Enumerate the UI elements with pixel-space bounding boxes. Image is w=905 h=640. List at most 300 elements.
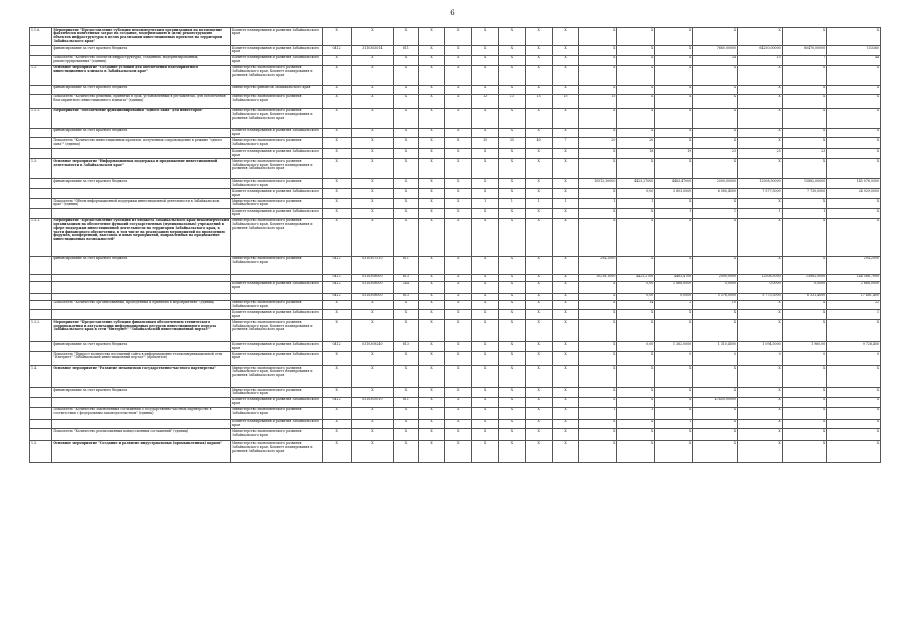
row-value-cell: X (472, 274, 499, 281)
row-value-cell: X (782, 397, 827, 407)
table-row (30, 108, 881, 128)
row-value-cell: X (499, 366, 526, 388)
row-value-cell: X (472, 397, 499, 407)
row-value-cell: X (552, 388, 579, 398)
row-value-cell: X (322, 429, 351, 441)
row-number-cell (30, 300, 52, 310)
row-value-cell: 4463,47000 (655, 179, 693, 189)
row-value-cell: X (827, 397, 881, 407)
row-executor-cell: Комитет планирования и развития Забайкальского края (231, 208, 323, 218)
row-value-cell: X (445, 320, 472, 342)
row-value-cell: X (579, 388, 617, 398)
row-value-cell: X (782, 138, 827, 149)
row-value-cell: X (655, 128, 693, 138)
row-value-cell: 13 (737, 55, 782, 65)
row-value-cell: X (782, 65, 827, 85)
row-value-cell: X (394, 159, 419, 179)
row-value-cell: 1 310,4000 (693, 342, 738, 352)
row-value-cell: X (693, 429, 738, 441)
row-number-cell: 1.3.1. (30, 218, 52, 256)
row-value-cell: X (552, 108, 579, 128)
row-value-cell: 7660,00000 (693, 46, 738, 56)
row-value-cell: X (394, 441, 419, 463)
row-executor-cell: Министерство экономического развития Забайкальского края, Комитет планирования и развития Забайкальского края (231, 218, 323, 256)
row-value-cell: X (418, 441, 445, 463)
row-value-cell: X (418, 149, 445, 159)
row-value-cell: X (472, 55, 499, 65)
table-row (30, 352, 881, 366)
row-value-cell: X (445, 352, 472, 366)
row-value-cell: 15 (472, 138, 499, 149)
row-value-cell: 10218,1000 (579, 274, 617, 281)
row-value-cell: X (394, 366, 419, 388)
row-value-cell: 2 868,0000 (827, 281, 881, 293)
row-value-cell: X (394, 179, 419, 189)
row-value-cell: X (322, 189, 351, 199)
row-name-cell (52, 189, 231, 199)
row-value-cell: 20 (617, 138, 655, 149)
row-value-cell: 0412 (322, 281, 351, 293)
row-value-cell: X (579, 441, 617, 463)
row-value-cell: X (499, 108, 526, 128)
row-value-cell: X (472, 28, 499, 46)
row-value-cell: X (782, 28, 827, 46)
row-value-cell: X (525, 274, 552, 281)
row-value-cell: X (351, 85, 393, 94)
row-executor-cell: Министерство экономического развития Забайкальского края (231, 407, 323, 419)
row-executor-cell (231, 274, 323, 281)
row-number-cell (30, 388, 52, 398)
row-value-cell: X (655, 388, 693, 398)
row-value-cell: X (827, 419, 881, 429)
row-number-cell (30, 342, 52, 352)
row-value-cell: 0 (737, 352, 782, 366)
row-value-cell: X (579, 429, 617, 441)
table-row (30, 274, 881, 281)
row-number-cell (30, 407, 52, 419)
row-value-cell: X (737, 94, 782, 108)
row-value-cell: 2000,00000 (693, 179, 738, 189)
row-value-cell: 244 (394, 281, 419, 293)
row-value-cell: 0,00 (617, 189, 655, 199)
row-number-cell (30, 429, 52, 441)
row-value-cell: 294,2000 (579, 256, 617, 274)
row-value-cell: 64250,00000 (737, 46, 782, 56)
row-value-cell: X (525, 281, 552, 293)
row-value-cell: X (827, 208, 881, 218)
row-value-cell: X (322, 441, 351, 463)
row-value-cell: X (394, 419, 419, 429)
row-value-cell: X (394, 85, 419, 94)
row-value-cell: X (499, 397, 526, 407)
row-name-cell: финансирование за счет краевого бюджета (52, 179, 231, 189)
row-value-cell: X (472, 159, 499, 179)
row-value-cell: 7 577,5000 (737, 189, 782, 199)
row-value-cell: 0412 (322, 256, 351, 274)
row-value-cell: X (737, 388, 782, 398)
row-value-cell: X (499, 352, 526, 366)
row-value-cell: X (351, 149, 393, 159)
row-value-cell: X (472, 366, 499, 388)
table-row (30, 28, 881, 46)
row-value-cell: 0,00 (617, 281, 655, 293)
row-executor-cell: Комитет планирования и развития Забайкальского края (231, 28, 323, 46)
row-number-cell (30, 189, 52, 199)
row-value-cell: 3110363014 (351, 46, 393, 56)
row-value-cell: X (351, 218, 393, 256)
row-value-cell: X (737, 300, 782, 310)
row-value-cell: X (322, 419, 351, 429)
row-value-cell: X (617, 310, 655, 320)
row-value-cell: X (552, 366, 579, 388)
row-value-cell: X (552, 300, 579, 310)
row-value-cell: 0,0000 (782, 281, 827, 293)
row-value-cell: X (418, 218, 445, 256)
row-name-cell: Мероприятие "Предоставление субсидии некоммерческим организациям на возмещение фактически понесенных затрат на создание, модернизацию и (или) реконструкцию объектов инфраструктуры в целях реализации инвестиционных проектов на территории Забайкальского края" (52, 28, 231, 46)
row-value-cell: X (394, 28, 419, 46)
row-value-cell: X (782, 310, 827, 320)
row-value-cell: X (418, 85, 445, 94)
row-value-cell: X (579, 352, 617, 366)
row-value-cell: X (445, 218, 472, 256)
row-value-cell: X (617, 366, 655, 388)
row-value-cell: X (472, 128, 499, 138)
row-value-cell: 0,0000 (655, 293, 693, 300)
row-value-cell: X (472, 281, 499, 293)
row-value-cell: X (782, 407, 827, 419)
row-value-cell: X (445, 274, 472, 281)
row-value-cell: 1 (737, 208, 782, 218)
row-value-cell: X (351, 310, 393, 320)
row-value-cell: X (655, 397, 693, 407)
row-value-cell: X (579, 366, 617, 388)
row-number-cell (30, 352, 52, 366)
row-value-cell: X (351, 159, 393, 179)
row-value-cell: 1 (693, 208, 738, 218)
row-value-cell: X (525, 293, 552, 300)
row-value-cell: X (782, 159, 827, 179)
row-value-cell: 0,00 (617, 293, 655, 300)
row-value-cell: X (394, 108, 419, 128)
row-executor-cell: Министерство экономического развития Забайкальского края (231, 300, 323, 310)
row-value-cell: X (445, 46, 472, 56)
row-value-cell: X (394, 407, 419, 419)
row-executor-cell: Комитет планирования и развития Забайкальского края (231, 281, 323, 293)
row-value-cell: X (525, 300, 552, 310)
row-value-cell: X (351, 366, 393, 388)
row-value-cell: X (525, 65, 552, 85)
row-value-cell: X (827, 320, 881, 342)
row-name-cell: финансирование за счет краевого бюджета (52, 85, 231, 94)
row-value-cell: X (693, 310, 738, 320)
row-value-cell: 23 (782, 149, 827, 159)
row-value-cell: X (394, 429, 419, 441)
row-value-cell: X (445, 28, 472, 46)
row-value-cell: X (525, 366, 552, 388)
row-value-cell: X (322, 138, 351, 149)
row-value-cell: X (418, 179, 445, 189)
row-value-cell: X (351, 179, 393, 189)
row-value-cell: X (693, 85, 738, 94)
row-value-cell: X (525, 397, 552, 407)
row-value-cell: X (579, 128, 617, 138)
row-value-cell: X (617, 55, 655, 65)
row-value-cell: X (499, 208, 526, 218)
row-value-cell: X (445, 55, 472, 65)
row-value-cell: X (552, 274, 579, 281)
row-value-cell: X (499, 300, 526, 310)
row-value-cell: X (737, 256, 782, 274)
row-number-cell (30, 46, 52, 56)
row-value-cell: X (322, 108, 351, 128)
row-value-cell: X (552, 397, 579, 407)
row-value-cell: X (445, 198, 472, 208)
row-value-cell: 0412 (322, 46, 351, 56)
row-value-cell: X (394, 310, 419, 320)
row-value-cell: X (418, 293, 445, 300)
row-value-cell: X (525, 310, 552, 320)
row-value-cell: X (418, 429, 445, 441)
row-name-cell: Основное мероприятие "Информационная поддержка и продвижение инвестиционной деятельности в Забайкальском крае" (52, 159, 231, 179)
table-row (30, 310, 881, 320)
row-value-cell: X (394, 352, 419, 366)
table-row (30, 179, 881, 189)
row-value-cell: 0310308240 (351, 342, 393, 352)
row-value-cell: X (782, 366, 827, 388)
row-value-cell: X (552, 419, 579, 429)
row-value-cell: X (693, 138, 738, 149)
row-value-cell: X (737, 85, 782, 94)
row-value-cell: X (445, 429, 472, 441)
row-value-cell: X (552, 46, 579, 56)
row-value-cell: X (351, 441, 393, 463)
row-value-cell: 0 (782, 352, 827, 366)
row-value-cell: X (655, 94, 693, 108)
row-value-cell: X (827, 85, 881, 94)
row-value-cell: X (472, 441, 499, 463)
row-value-cell: X (351, 352, 393, 366)
row-value-cell: X (418, 274, 445, 281)
row-value-cell: 0310308000 (351, 281, 393, 293)
row-value-cell: X (655, 46, 693, 56)
row-value-cell: 1 (472, 198, 499, 208)
row-value-cell: X (617, 65, 655, 85)
row-value-cell: 0,00 (617, 342, 655, 352)
row-name-cell: Показатель "Объем информационной поддержки инвестиционной деятельности в Забайкальском крае" (единиц) (52, 198, 231, 208)
row-value-cell: X (394, 128, 419, 138)
row-value-cell: X (351, 429, 393, 441)
table-row (30, 65, 881, 85)
row-value-cell: X (445, 85, 472, 94)
row-value-cell: X (782, 388, 827, 398)
row-value-cell: X (445, 256, 472, 274)
row-value-cell: X (445, 208, 472, 218)
row-value-cell: X (499, 342, 526, 352)
row-value-cell: X (552, 281, 579, 293)
row-executor-cell: Комитет планирования и развития Забайкальского края (231, 128, 323, 138)
row-value-cell: X (418, 46, 445, 56)
row-name-cell: финансирование за счет краевого бюджета (52, 388, 231, 398)
row-value-cell: 0310308000 (351, 274, 393, 281)
row-value-cell: X (827, 366, 881, 388)
row-value-cell: X (472, 85, 499, 94)
table-row (30, 441, 881, 463)
row-value-cell: 1 (552, 198, 579, 208)
row-value-cell: X (579, 310, 617, 320)
row-value-cell: X (322, 352, 351, 366)
row-value-cell: X (499, 28, 526, 46)
row-value-cell: X (394, 198, 419, 208)
row-value-cell: X (499, 274, 526, 281)
row-value-cell: X (472, 189, 499, 199)
row-value-cell: X (827, 94, 881, 108)
row-number-cell: 1.1.6. (30, 28, 52, 46)
row-value-cell: X (617, 419, 655, 429)
row-value-cell: 153360 (827, 46, 881, 56)
row-value-cell: X (782, 85, 827, 94)
table-row (30, 159, 881, 179)
row-value-cell: X (499, 320, 526, 342)
row-value-cell: X (445, 342, 472, 352)
row-name-cell: финансирование за счет краевого бюджета (52, 46, 231, 56)
row-value-cell: 0412 (322, 293, 351, 300)
row-value-cell: X (617, 94, 655, 108)
row-name-cell: Показатель "Количество заключенных соглашений о государственно-частном партнерстве в соответствии с федеральным законодательством" (единиц) (52, 407, 231, 419)
row-name-cell: Мероприятие "Предоставление субсидии из бюджета Забайкальского края некоммерческим организациям на обеспечение функций государственных (муниципальных) учреждений в сфере поддержки инвестиционной деятельности на территории Забайкальского края, в части финансового обеспечения, в том числе на реализацию мероприятий по проведению форумов, конференций, выставок и иных мероприятий, направленных на продвижение инвестиционных возможностей" (52, 218, 231, 256)
row-value-cell: X (737, 159, 782, 179)
row-value-cell: 35 (499, 138, 526, 149)
row-value-cell: X (693, 108, 738, 128)
row-value-cell: X (579, 342, 617, 352)
row-value-cell: X (322, 218, 351, 256)
row-number-cell (30, 281, 52, 293)
row-number-cell: 1.2. (30, 65, 52, 85)
row-value-cell: X (827, 429, 881, 441)
row-value-cell: X (617, 441, 655, 463)
row-value-cell: 15882,0000 (782, 274, 827, 281)
row-executor-cell: Министерство экономического развития Забайкальского края, Комитет планирования и развития Забайкальского края (231, 366, 323, 388)
row-value-cell: X (579, 65, 617, 85)
row-value-cell: X (499, 407, 526, 419)
row-value-cell: X (499, 256, 526, 274)
row-name-cell (52, 419, 231, 429)
row-value-cell: X (693, 256, 738, 274)
row-value-cell: 14 (617, 300, 655, 310)
row-value-cell: X (472, 179, 499, 189)
row-value-cell: 25 (737, 149, 782, 159)
row-name-cell: Показатель "Количество организованных, проведенных и принятых в мероприятиях" (единиц) (52, 300, 231, 310)
row-value-cell: X (499, 179, 526, 189)
row-value-cell: 1 (499, 198, 526, 208)
row-value-cell: X (655, 366, 693, 388)
row-value-cell: X (351, 55, 393, 65)
row-value-cell: X (445, 310, 472, 320)
row-value-cell: X (499, 149, 526, 159)
row-value-cell: 0 (693, 352, 738, 366)
row-value-cell: X (552, 28, 579, 46)
program-table (29, 27, 881, 463)
row-number-cell (30, 149, 52, 159)
row-number-cell (30, 198, 52, 208)
row-value-cell: X (693, 388, 738, 398)
row-value-cell: X (617, 429, 655, 441)
row-value-cell: X (579, 320, 617, 342)
row-value-cell: X (445, 189, 472, 199)
row-value-cell: X (655, 429, 693, 441)
row-value-cell: X (445, 65, 472, 85)
row-value-cell: X (655, 320, 693, 342)
row-value-cell: 0310308000 (351, 293, 393, 300)
table-row (30, 256, 881, 274)
row-value-cell: X (351, 320, 393, 342)
row-value-cell: X (394, 300, 419, 310)
row-value-cell: X (827, 441, 881, 463)
row-value-cell: X (782, 218, 827, 256)
row-value-cell: X (525, 407, 552, 419)
row-value-cell: X (552, 149, 579, 159)
row-value-cell: X (655, 55, 693, 65)
row-value-cell: X (418, 28, 445, 46)
row-value-cell: 44 (827, 55, 881, 65)
table-row (30, 293, 881, 300)
row-value-cell: X (827, 28, 881, 46)
table-row (30, 419, 881, 429)
row-name-cell: финансирование за счет краевого бюджета (52, 342, 231, 352)
table-row (30, 407, 881, 419)
row-value-cell: X (351, 419, 393, 429)
row-value-cell: X (499, 281, 526, 293)
row-value-cell: 20 (579, 138, 617, 149)
row-value-cell: X (782, 256, 827, 274)
row-value-cell: X (351, 28, 393, 46)
row-value-cell: 12508,5000 (737, 274, 782, 281)
row-value-cell: 1 (525, 198, 552, 208)
row-value-cell: 0412 (322, 397, 351, 407)
row-value-cell: X (579, 159, 617, 179)
row-value-cell: X (827, 128, 881, 138)
row-value-cell: X (351, 388, 393, 398)
row-value-cell: X (693, 320, 738, 342)
row-name-cell: Основное мероприятие "Развитие механизмов государственно-частного партнерства" (52, 366, 231, 388)
row-value-cell: X (525, 218, 552, 256)
row-value-cell: X (827, 218, 881, 256)
row-value-cell: X (782, 419, 827, 429)
row-value-cell: X (445, 407, 472, 419)
row-value-cell: X (445, 108, 472, 128)
row-value-cell: X (579, 281, 617, 293)
row-value-cell: X (827, 65, 881, 85)
row-value-cell: 7 730,0000 (782, 189, 827, 199)
row-value-cell: X (499, 293, 526, 300)
row-value-cell: X (445, 300, 472, 310)
table-row (30, 320, 881, 342)
row-value-cell: X (445, 94, 472, 108)
row-value-cell: 4423,27000 (617, 179, 655, 189)
row-number-cell (30, 397, 52, 407)
row-number-cell (30, 128, 52, 138)
row-value-cell: 3 (617, 407, 655, 419)
table-row (30, 218, 881, 256)
row-number-cell (30, 85, 52, 94)
row-value-cell: X (472, 419, 499, 429)
row-value-cell: 145 076,9300 (827, 179, 881, 189)
row-value-cell: X (351, 65, 393, 85)
row-value-cell: X (617, 159, 655, 179)
row-value-cell: X (445, 293, 472, 300)
row-value-cell: X (472, 352, 499, 366)
row-value-cell: X (552, 320, 579, 342)
row-value-cell: X (445, 159, 472, 179)
